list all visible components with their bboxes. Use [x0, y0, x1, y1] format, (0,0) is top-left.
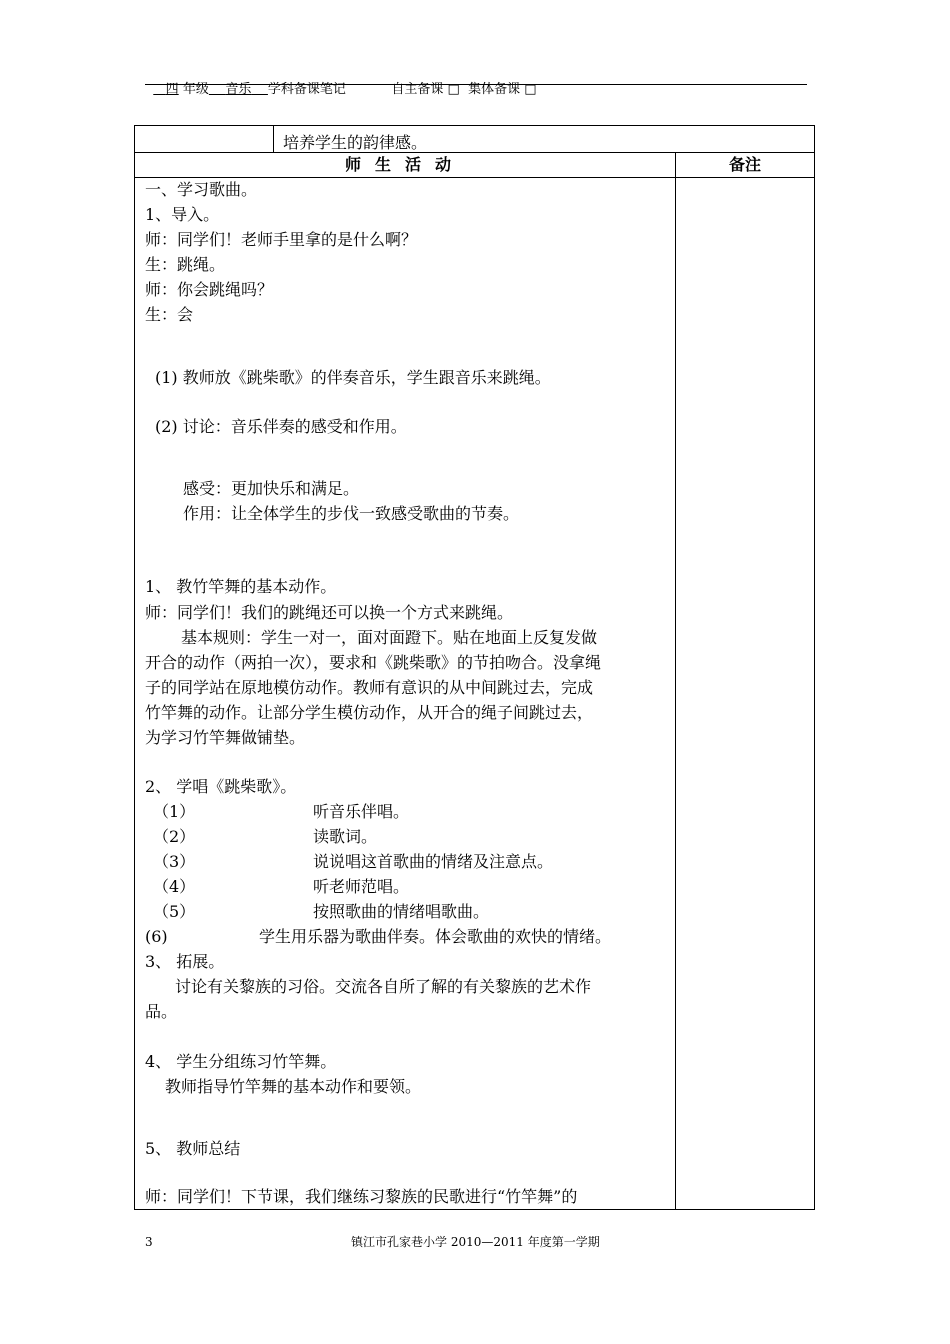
paragraph-line: 品。: [145, 1002, 178, 1021]
list-item: 学生用乐器为歌曲伴奏。体会歌曲的欢快的情绪。: [259, 927, 612, 946]
list-number: (6): [145, 927, 168, 946]
notes-header: 备注: [728, 155, 761, 174]
dialogue-line: 师：你会跳绳吗？: [145, 280, 274, 299]
dialogue-line: 生：跳绳。: [145, 255, 226, 274]
dialogue-line: 师：同学们！下节课，我们继练习黎族的民歌进行“竹竿舞”的: [145, 1187, 578, 1206]
subject: 音乐: [225, 82, 252, 97]
footer-school-term: 镇江市孔家巷小学 2010—2011 年度第一学期: [351, 1235, 600, 1249]
list-item: 说说唱这首歌曲的情绪及注意点。: [313, 852, 554, 871]
objective-text: 培养学生的韵律感。: [283, 133, 428, 152]
list-item: 听老师范唱。: [313, 877, 410, 896]
paragraph-line: 作用：让全体学生的步伐一致感受歌曲的节奏。: [183, 504, 520, 523]
page-number: 3: [145, 1235, 153, 1249]
grade: 四: [165, 82, 179, 97]
objective-row: [135, 126, 814, 153]
paragraph-line: 子的同学站在原地模仿动作。教师有意识的从中间跳过去，完成: [145, 678, 594, 697]
activities-header: 师生活动: [135, 153, 676, 177]
dialogue-line: 生：会: [145, 305, 194, 324]
list-number: （5）: [153, 902, 196, 921]
dialogue-line: 师：同学们！老师手里拿的是什么啊？: [145, 230, 418, 249]
page-header: [145, 66, 807, 98]
lesson-table: [134, 125, 815, 1210]
list-item: 读歌词。: [313, 827, 378, 846]
paragraph-line: 竹竿舞的动作。让部分学生模仿动作，从开合的绳子间跳过去，: [145, 703, 594, 722]
list-number: （2）: [153, 827, 196, 846]
paragraph-line: 基本规则：学生一对一，面对面蹬下。贴在地面上反复发做: [181, 628, 598, 647]
header-rule: [145, 84, 807, 85]
header-title: 学科备课笔记: [267, 82, 346, 97]
paragraph-line: 讨论有关黎族的习俗。交流各自所了解的有关黎族的艺术作: [175, 977, 592, 996]
step-heading: 1、 教竹竿舞的基本动作。: [145, 577, 337, 596]
step-heading: 4、 学生分组练习竹竿舞。: [145, 1052, 337, 1071]
list-number: （4）: [153, 877, 196, 896]
paragraph-line: 感受：更加快乐和满足。: [183, 479, 360, 498]
list-number: （1）: [153, 802, 196, 821]
step-heading: 3、 拓展。: [145, 952, 225, 971]
list-item: 听音乐伴唱。: [313, 802, 410, 821]
dialogue-line: 师：同学们！我们的跳绳还可以换一个方式来跳绳。: [145, 603, 514, 622]
paragraph-line: 为学习竹竿舞做铺垫。: [145, 728, 306, 747]
notes-column: [675, 178, 676, 1209]
step-heading: 2、 学唱《跳柴歌》。: [145, 777, 297, 796]
list-item: 按照歌曲的情绪唱歌曲。: [313, 902, 490, 921]
step-heading: 1、导入。: [145, 205, 220, 224]
section-heading: 一、学习歌曲。: [145, 180, 258, 199]
objective-label-cell: [135, 126, 274, 152]
activity-item: (1) 教师放《跳柴歌》的伴奏音乐，学生跟音乐来跳绳。: [155, 368, 551, 387]
grade-suffix: 年级: [182, 82, 209, 97]
paragraph-line: 开合的动作（两拍一次），要求和《跳柴歌》的节拍吻合。没拿绳: [145, 653, 602, 672]
table-header-row: [135, 153, 814, 178]
activity-item: (2) 讨论：音乐伴奏的感受和作用。: [155, 417, 407, 436]
paragraph-line: 教师指导竹竿舞的基本动作和要领。: [165, 1077, 422, 1096]
step-heading: 5、 教师总结: [145, 1139, 241, 1158]
prep-options: 自主备课 □ 集体备课 □: [391, 82, 537, 97]
list-number: （3）: [153, 852, 196, 871]
